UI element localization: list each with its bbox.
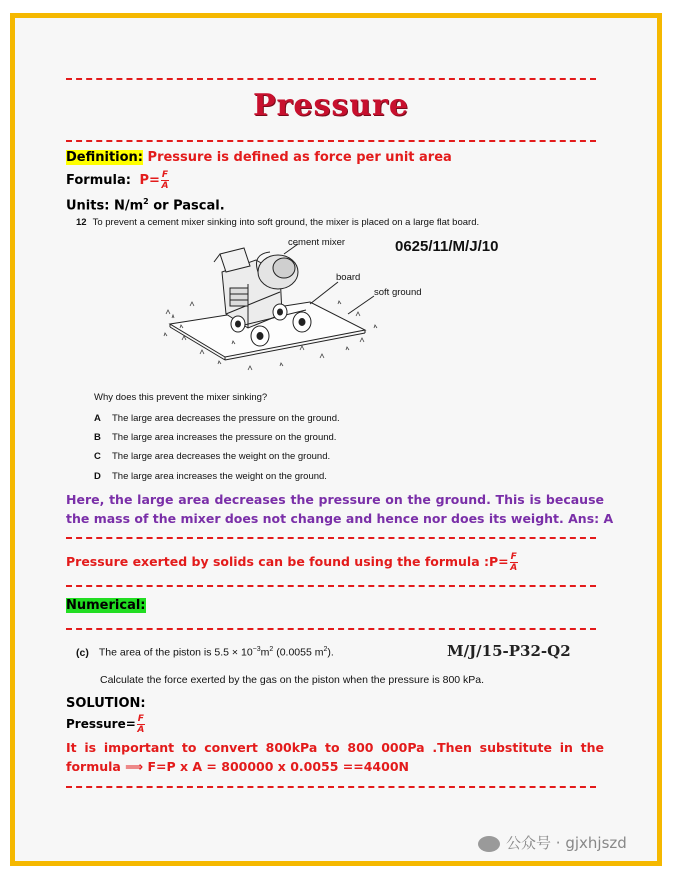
- solids-denominator: A: [510, 563, 518, 573]
- question-prompt: Why does this prevent the mixer sinking?: [94, 392, 268, 403]
- divider: [66, 628, 596, 630]
- question-text: To prevent a cement mixer sinking into soft ground, the mixer is placed on a large flat board.: [92, 217, 480, 228]
- solution-formula-lhs: Pressure=: [66, 717, 136, 731]
- option-c: [94, 451, 330, 462]
- option-text: The large area increases the weight on the ground.: [112, 471, 327, 482]
- question-number: 12: [76, 217, 87, 228]
- solids-text: Pressure exerted by solids can be found using the formula :: [66, 554, 490, 569]
- numerical-question: [76, 646, 334, 659]
- divider: [66, 537, 596, 539]
- definition-label: Definition:: [66, 150, 144, 165]
- numerical-code: M/J/15-P32-Q2: [447, 642, 571, 660]
- explanation-line-1: Here, the large area decreases the pressure on the ground. This is because: [66, 492, 604, 507]
- solution-fraction: [137, 714, 145, 735]
- option-letter: C: [94, 451, 101, 462]
- units-text: Units: N/m: [66, 198, 144, 214]
- watermark: [478, 832, 627, 853]
- numerical-unit-sq: 2: [269, 646, 274, 653]
- divider: [66, 140, 596, 142]
- formula-fraction: [161, 170, 169, 191]
- label-soft-ground: soft ground: [374, 287, 422, 298]
- solution-line-1: It is important to convert 800kPa to 800 000Pa .Then substitute in the: [66, 740, 604, 755]
- cement-mixer-diagram: [160, 232, 390, 382]
- formula-numerator: F: [161, 170, 169, 180]
- explanation-line-2: the mass of the mixer does not change and hence nor does its weight. Ans: A: [66, 511, 614, 526]
- formula-line: [66, 170, 169, 191]
- watermark-brand: 公众号 ·: [506, 834, 561, 852]
- option-text: The large area decreases the pressure on the ground.: [112, 413, 340, 424]
- option-a: [94, 413, 340, 424]
- numerical-exponent: −3: [252, 646, 261, 653]
- option-d: [94, 471, 327, 482]
- numerical-part: (c): [76, 646, 89, 659]
- units-superscript: 2: [143, 197, 149, 206]
- solids-numerator: F: [510, 552, 517, 562]
- definition-line: [66, 150, 452, 165]
- option-text: The large area decreases the weight on the ground.: [112, 451, 331, 462]
- units-line: [66, 197, 225, 213]
- numerical-label: Numerical:: [66, 598, 146, 613]
- question-code: 0625/11/M/J/10: [395, 238, 499, 255]
- numerical-tail-sq: 2: [323, 646, 328, 653]
- solution-numerator: F: [137, 714, 144, 724]
- units-tail: or Pascal.: [148, 198, 225, 214]
- watermark-handle: gjxhjszd: [565, 834, 627, 852]
- numerical-unit: m: [260, 646, 270, 659]
- solution-denominator: A: [137, 725, 145, 735]
- solids-lhs: P=: [489, 554, 509, 569]
- numerical-tail: (0.0055 m: [273, 646, 324, 659]
- formula-lhs: P=: [139, 173, 160, 188]
- cement-mixer-illustration: [160, 232, 390, 382]
- formula-label: Formula:: [66, 173, 131, 188]
- option-letter: B: [94, 432, 101, 443]
- divider: [66, 786, 596, 788]
- numerical-instruction: Calculate the force exerted by the gas on the piston when the pressure is 800 kPa.: [100, 674, 485, 686]
- numerical-question-text: The area of the piston is 5.5 × 10: [98, 646, 253, 659]
- label-board: board: [336, 272, 361, 283]
- divider: [66, 585, 596, 587]
- numerical-heading: [66, 598, 146, 613]
- solids-formula-line: [66, 552, 518, 573]
- question-12: [76, 217, 479, 228]
- solution-line-2: formula ⟹ F=P x A = 800000 x 0.0055 ==4400N: [66, 759, 409, 774]
- divider: [66, 78, 596, 80]
- page-title: Pressure: [253, 88, 409, 123]
- option-letter: A: [94, 413, 101, 424]
- definition-text: Pressure is defined as force per unit area: [147, 150, 452, 165]
- option-b: [94, 432, 336, 443]
- solution-formula: [66, 714, 145, 735]
- option-letter: D: [94, 471, 101, 482]
- solids-fraction: [510, 552, 518, 573]
- formula-denominator: A: [161, 181, 169, 191]
- wechat-icon: [478, 836, 500, 852]
- label-cement-mixer: cement mixer: [288, 237, 346, 248]
- solution-label: SOLUTION:: [66, 696, 146, 711]
- numerical-close: ).: [327, 646, 334, 659]
- option-text: The large area increases the pressure on the ground.: [112, 432, 337, 443]
